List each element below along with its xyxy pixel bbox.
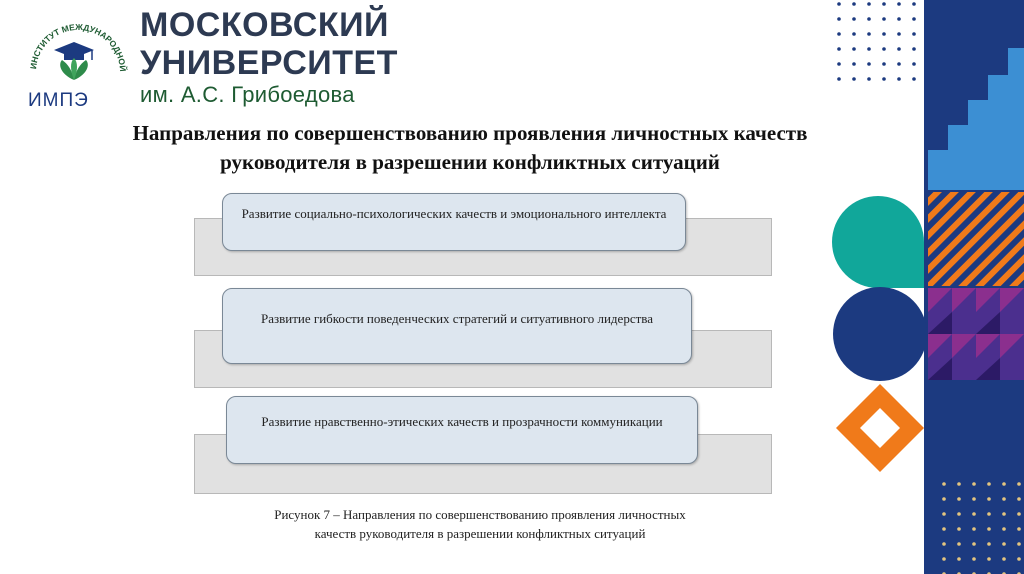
slide-title-line1: Направления по совершенствованию проявления личностных качеств <box>132 121 808 145</box>
university-name-line2: УНИВЕРСИТЕТ <box>140 44 398 82</box>
dot-grid-top <box>836 2 936 92</box>
figure-caption-line2: качеств руководителя в разрешении конфликтных ситуаций <box>314 526 646 541</box>
direction-item-2-text: Развитие гибкости поведенческих стратегий и ситуативного лидерства <box>260 311 654 326</box>
direction-item-1 <box>222 193 686 251</box>
decorative-pattern <box>820 0 1024 574</box>
svg-text:ИНСТИТУТ МЕЖДУНАРОДНОЙ ЭКОНОМИ <box>14 8 129 72</box>
university-subtitle: им. А.С. Грибоедова <box>140 82 355 107</box>
institute-emblem <box>14 8 144 112</box>
university-name-line1: МОСКОВСКИЙ <box>140 6 389 44</box>
direction-item-3 <box>226 396 698 464</box>
direction-item-2 <box>222 288 692 364</box>
direction-item-1-text: Развитие социально-психологических качеств и эмоционального интеллекта <box>241 206 667 221</box>
navy-circle <box>833 287 927 381</box>
emblem-ring-text: ИНСТИТУТ МЕЖДУНАРОДНОЙ <box>28 21 129 72</box>
striped-block <box>928 192 1024 286</box>
direction-item-3-text: Развитие нравственно-этических качеств и прозрачности коммуникации <box>261 414 663 429</box>
dot-grid-bottom <box>938 478 1024 574</box>
emblem-abbr: ИМПЭ <box>28 90 89 111</box>
slide-title-line2: руководителя в разрешении конфликтных ситуаций <box>220 150 720 174</box>
university-name <box>140 6 398 82</box>
figure-caption <box>230 505 730 543</box>
figure-caption-line1: Рисунок 7 – Направления по совершенствованию проявления личностных <box>274 507 686 522</box>
slide-title <box>40 119 900 177</box>
